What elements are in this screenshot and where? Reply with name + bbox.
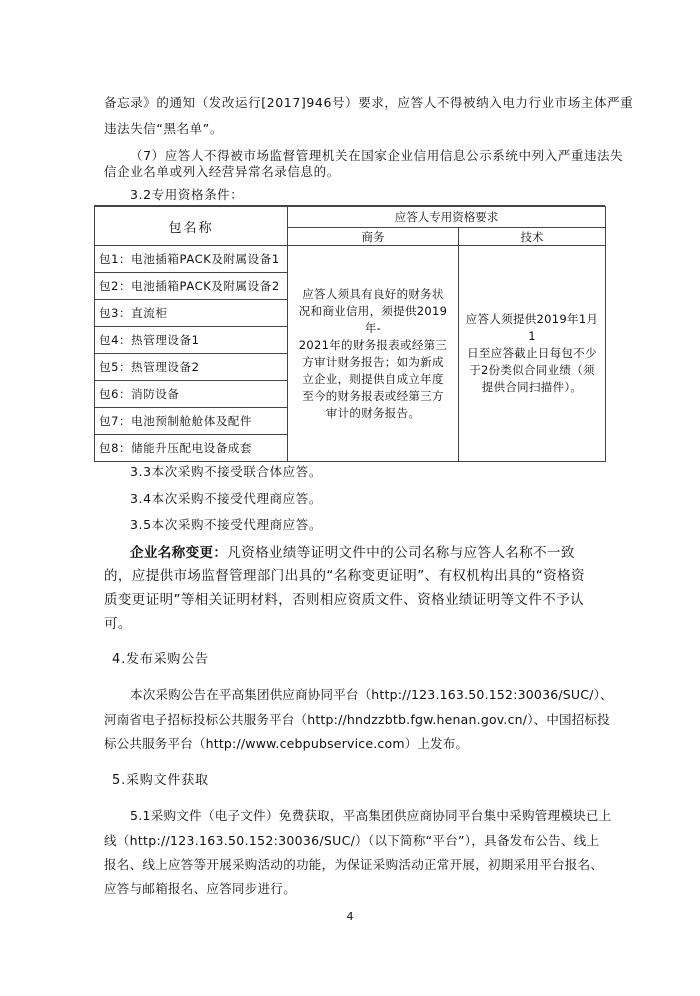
business-line: 应答人须具有良好的财务状 — [302, 286, 444, 301]
tech-line: 提供合同扫描件）。 — [481, 380, 583, 394]
tech-requirement-cell — [459, 246, 606, 462]
package-name-cell: 包3：直流柜 — [95, 300, 288, 327]
business-line: 至今的财务报表或经第三方 — [302, 388, 444, 403]
section-5-line: 应答与邮箱报名、应答同步进行。 — [104, 881, 297, 896]
package-name-cell: 包7：电池预制舱舱体及配件 — [95, 408, 288, 435]
name-change-line: 的，应提供市场监督管理部门出具的“名称变更证明”、有权机构出具的“资格资 — [104, 568, 585, 584]
section-5-line: 报名、线上应答等开展采购活动的功能，为保证采购活动正常开展，初期采用平台报名、 — [104, 857, 604, 872]
section-5-line: 5.1采购文件（电子文件）免费获取，平高集团供应商协同平台集中采购管理模块已上 — [130, 808, 612, 823]
business-requirement-cell — [288, 246, 459, 462]
table-header-package-name: 包名称 — [95, 207, 288, 246]
package-name-cell: 包2：电池插箱PACK及附属设备2 — [95, 273, 288, 300]
section-heading: 3.2专用资格条件： — [130, 187, 244, 202]
paragraph-line: 备忘录》的通知（发改运行[2017]946号）要求，应答人不得被纳入电力行业市场主体严重 — [104, 95, 634, 110]
section-5-line: 线（http://123.163.50.152:30036/SUC/）（以下简称“平台”），具备发布公告、线上 — [104, 833, 600, 848]
page-number: 4 — [346, 910, 354, 923]
section-4-heading: 4.发布采购公告 — [112, 652, 209, 667]
name-change-label: 企业名称变更： — [130, 545, 228, 561]
section-4-line: 标公共服务平台（http://www.cebpubservice.com）上发布。 — [104, 736, 469, 751]
name-change-line — [130, 544, 575, 562]
table-header-business: 商务 — [288, 228, 459, 246]
tech-line: 应答人须提供2019年1月1 — [465, 312, 599, 343]
item-line: 3.3本次采购不接受联合体应答。 — [130, 464, 322, 479]
business-line: 审计的财务报告。 — [325, 405, 421, 420]
package-name-cell: 包6：消防设备 — [95, 381, 288, 408]
business-line: 方审计财务报告；如为新成 — [302, 354, 444, 369]
tech-line: 于2份类似合同业绩（须 — [469, 363, 595, 377]
paragraph-line: 违法失信“黑名单”。 — [104, 121, 223, 136]
name-change-line: 质变更证明”等相关证明材料，否则相应资质文件、资格业绩证明等文件不予认 — [104, 592, 584, 608]
table-header-requirements: 应答人专用资格要求 — [288, 207, 606, 228]
paragraph-line: （7）应答人不得被市场监督管理机关在国家企业信用信息公示系统中列入严重违法失 — [130, 148, 624, 163]
business-line: 2021年的财务报表或经第三 — [298, 337, 448, 352]
business-line: 年- — [364, 320, 382, 335]
name-change-line: 可。 — [104, 616, 132, 632]
business-line: 况和商业信用，须提供2019 — [298, 303, 448, 318]
section-4-line: 本次采购公告在平高集团供应商协同平台（http://123.163.50.152:30036/SUC/）、 — [130, 687, 613, 702]
section-4-line: 河南省电子招标投标公共服务平台（http://hndzzbtb.fgw.henan.gov.cn/）、中国招标投 — [104, 712, 610, 727]
item-line: 3.5本次采购不接受代理商应答。 — [130, 517, 322, 532]
package-name-cell: 包1：电池插箱PACK及附属设备1 — [95, 246, 288, 273]
tech-line: 日至应答截止日每包不少 — [467, 346, 597, 360]
item-line: 3.4本次采购不接受代理商应答。 — [130, 491, 322, 506]
package-name-cell: 包8：储能升压配电设备成套 — [95, 435, 288, 462]
name-change-text: 凡资格业绩等证明文件中的公司名称与应答人名称不一致 — [227, 545, 575, 561]
paragraph-line: 信企业名单或列入经营异常名录信息的。 — [104, 164, 340, 179]
package-name-cell: 包4：热管理设备1 — [95, 327, 288, 354]
business-line: 立企业，则提供自成立年度 — [302, 371, 444, 386]
package-name-cell: 包5：热管理设备2 — [95, 354, 288, 381]
section-5-heading: 5.采购文件获取 — [112, 773, 209, 788]
qualification-table — [94, 206, 606, 462]
table-header-tech: 技术 — [459, 228, 606, 246]
